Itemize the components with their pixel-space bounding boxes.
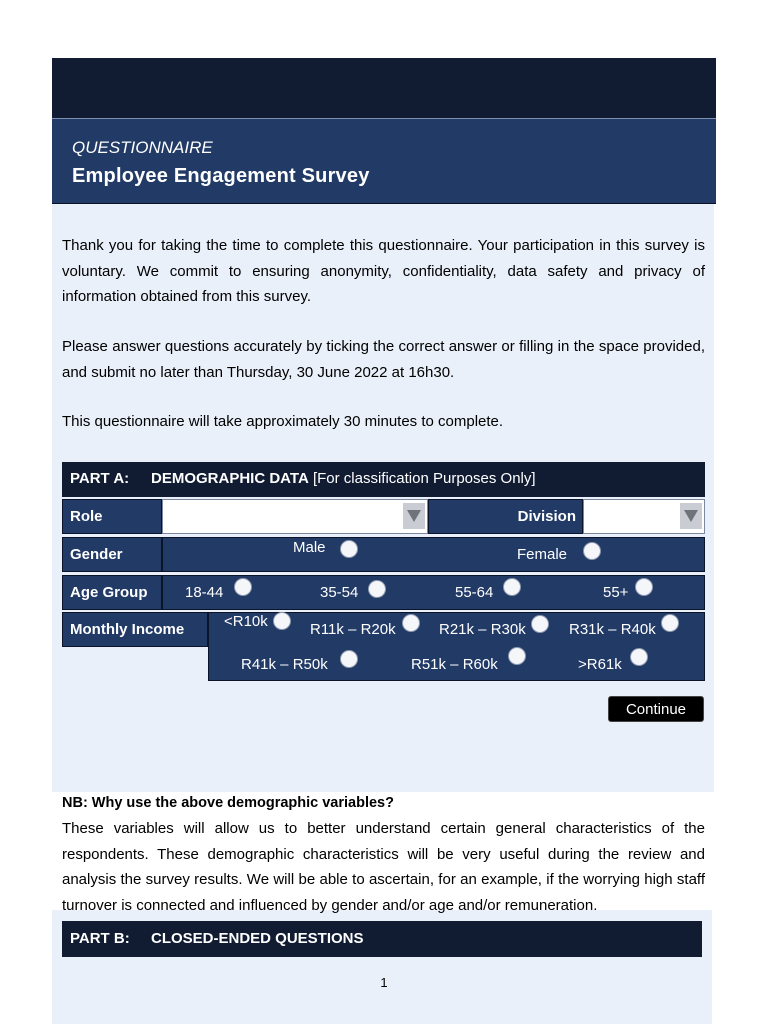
gender-female-radio[interactable]: [583, 542, 601, 560]
part-b-header: [62, 921, 702, 957]
income-option: R21k – R30k: [439, 621, 526, 638]
age-option-35-54: 35-54: [320, 584, 359, 601]
intro-paragraph-1: Thank you for taking the time to complete this questionnaire. Your participation in this survey is voluntary. We commit to ensuring anonymity, confidentiality, data safety and privacy of information obtained from this survey.: [62, 237, 705, 305]
gender-option-female: Female: [517, 546, 568, 563]
intro-paragraph-3: This questionnaire will take approximately 30 minutes to complete.: [62, 413, 504, 430]
income-lt-r10k-radio[interactable]: [273, 612, 291, 630]
part-b-title: CLOSED-ENDED QUESTIONS: [151, 930, 364, 947]
part-a-note: [For classification Purposes Only]: [312, 470, 536, 487]
income-gt-r61k-radio[interactable]: [630, 648, 648, 666]
page-header: [52, 118, 716, 204]
age-group-label: Age Group: [62, 575, 162, 610]
part-a-label: PART A:: [70, 470, 130, 487]
gender-options: [162, 537, 705, 572]
income-r41k-r50k-radio[interactable]: [340, 650, 358, 668]
role-select[interactable]: [162, 499, 428, 534]
age-18-44-radio[interactable]: [234, 578, 252, 596]
income-option: R51k – R60k: [411, 656, 498, 673]
age-option-55-plus: 55+: [603, 584, 629, 601]
gender-label: Gender: [62, 537, 162, 572]
chevron-down-icon: [403, 503, 425, 529]
gender-male-radio[interactable]: [340, 540, 358, 558]
page-number: 1: [380, 975, 388, 990]
part-a-title-wrap: [151, 470, 536, 487]
age-option-18-44: 18-44: [185, 584, 224, 601]
age-option-55-64: 55-64: [455, 584, 494, 601]
monthly-income-options: [208, 612, 705, 681]
age-55-plus-radio[interactable]: [635, 578, 653, 596]
division-select[interactable]: [583, 499, 705, 534]
income-r51k-r60k-radio[interactable]: [508, 647, 526, 665]
division-label: Division: [517, 508, 576, 525]
age-group-options: [162, 575, 705, 610]
income-r21k-r30k-radio[interactable]: [531, 615, 549, 633]
role-label: Role: [62, 499, 162, 534]
income-option: >R61k: [578, 656, 622, 673]
income-r31k-r40k-radio[interactable]: [661, 614, 679, 632]
monthly-income-label: Monthly Income: [62, 612, 208, 647]
intro-paragraph-2: Please answer questions accurately by ticking the correct answer or filling in the space provided, and submit no later than Thursday, 30 June 2022 at 16h30.: [62, 338, 705, 381]
income-option: R31k – R40k: [569, 621, 656, 638]
header-top-band: [52, 58, 716, 118]
income-r11k-r20k-radio[interactable]: [402, 614, 420, 632]
part-a-title: DEMOGRAPHIC DATA: [151, 470, 309, 487]
part-b-label: PART B:: [70, 930, 130, 947]
nb-paragraph: These variables will allow us to better understand certain general characteristics of the respondents. These demographic characteristics will be very useful during the review and analysis the survey results. We will be able to ascertain, for an example, if the worrying high staff turnover is connected and influenced by gender and/or age and/or remuneration.: [62, 820, 705, 914]
chevron-down-icon: [680, 503, 702, 529]
part-a-header: [62, 462, 705, 497]
income-option: <R10k: [224, 613, 268, 630]
header-kicker: QUESTIONNAIRE: [72, 138, 213, 157]
nb-title: NB: Why use the above demographic variables?: [62, 795, 394, 811]
gender-option-male: Male: [293, 539, 326, 556]
page-title: Employee Engagement Survey: [72, 165, 370, 187]
division-label-cell: [428, 499, 583, 534]
continue-button[interactable]: Continue: [608, 696, 704, 722]
age-35-54-radio[interactable]: [368, 580, 386, 598]
income-option: R41k – R50k: [241, 656, 328, 673]
income-option: R11k – R20k: [310, 621, 396, 638]
age-55-64-radio[interactable]: [503, 578, 521, 596]
